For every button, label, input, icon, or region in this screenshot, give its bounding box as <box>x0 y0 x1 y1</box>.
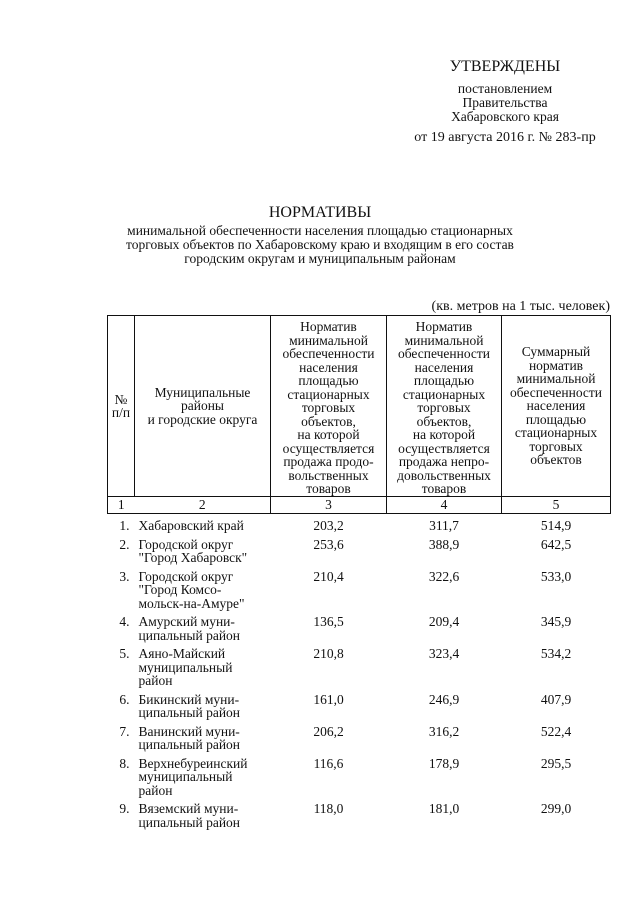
row-district: Городской округ "Город Хабаровск" <box>138 536 248 565</box>
table-row <box>108 752 611 798</box>
row-district: Хабаровский край <box>138 518 244 533</box>
row-nonfood-value: 246,9 <box>428 691 460 707</box>
row-district: Ванинский муни- ципальный район <box>138 723 241 752</box>
row-total-value: 522,4 <box>540 723 572 739</box>
row-district: Аяно-Майский муниципальный район <box>138 646 233 688</box>
row-nonfood-value: 316,2 <box>428 723 460 739</box>
table-row <box>108 688 611 720</box>
row-food-value: 116,6 <box>313 755 344 771</box>
header-food-norm: Норматив минимальной обеспеченности населения площадью стационарных торговых объектов, на которой осуществляется продажа продо- вольственных товаров <box>271 316 387 497</box>
header-nonfood-norm: Норматив минимальной обеспеченности населения площадью стационарных торговых объектов, на которой осуществляется продажа непро- довольственных товаров <box>387 316 502 497</box>
row-food-value: 206,2 <box>313 723 344 739</box>
table-row <box>108 642 611 688</box>
row-total-value: 533,0 <box>540 568 572 584</box>
row-food-value: 210,4 <box>313 568 344 584</box>
row-food-value: 210,8 <box>313 646 344 661</box>
row-total-value: 642,5 <box>540 536 572 552</box>
row-nonfood-value: 178,9 <box>428 755 460 771</box>
row-district: Вяземский муни- ципальный район <box>138 801 241 830</box>
row-number: 3. <box>119 568 130 584</box>
approval-line: Хабаровского края <box>451 109 559 124</box>
table-row <box>108 610 611 642</box>
header-number: № п/п <box>108 316 135 497</box>
header-district: Муниципальные районы и городские округа <box>135 316 271 497</box>
column-number: 4 <box>387 497 502 514</box>
table-row <box>108 720 611 752</box>
row-total-value: 534,2 <box>540 646 572 661</box>
row-number: 9. <box>119 801 130 816</box>
row-nonfood-value: 181,0 <box>428 801 460 816</box>
row-food-value: 118,0 <box>313 801 344 816</box>
norms-table <box>107 315 611 829</box>
row-number: 4. <box>119 614 130 629</box>
row-nonfood-value: 323,4 <box>428 646 460 661</box>
row-district: Городской округ "Город Комсо- мольск-на-Амуре" <box>138 568 245 611</box>
row-district: Бикинский муни- ципальный район <box>138 691 241 720</box>
row-number: 2. <box>119 536 130 552</box>
units-note: (кв. метров на 1 тыс. человек) <box>431 299 610 314</box>
column-number-row <box>108 497 611 514</box>
row-food-value: 136,5 <box>313 614 344 629</box>
row-food-value: 161,0 <box>313 691 344 707</box>
row-number: 1. <box>119 518 130 533</box>
approval-line: Правительства <box>462 95 548 110</box>
table-row <box>108 533 611 565</box>
table-header-row <box>108 316 611 497</box>
row-number: 7. <box>119 723 130 739</box>
row-number: 8. <box>119 755 130 771</box>
column-number: 5 <box>502 497 611 514</box>
row-total-value: 299,0 <box>540 801 572 816</box>
row-number: 6. <box>119 691 130 707</box>
row-district: Амурский муни- ципальный район <box>138 614 241 643</box>
approval-block <box>395 58 615 146</box>
row-nonfood-value: 311,7 <box>429 518 459 533</box>
row-total-value: 295,5 <box>540 755 572 771</box>
row-nonfood-value: 322,6 <box>428 568 460 584</box>
approval-heading: УТВЕРЖДЕНЫ <box>449 58 561 75</box>
row-food-value: 253,6 <box>313 536 344 552</box>
row-nonfood-value: 388,9 <box>428 536 460 552</box>
row-total-value: 514,9 <box>540 518 572 533</box>
column-number: 1 <box>108 497 135 514</box>
row-food-value: 203,2 <box>313 518 344 533</box>
header-total-norm: Суммарный норматив минимальной обеспеченности населения площадью стационарных торговых объектов <box>502 316 611 497</box>
column-number: 2 <box>135 497 271 514</box>
document-subtitle: минимальной обеспеченности населения площадью стационарных торговых объектов по Хабаровскому краю и входящим в его состав городским округам и муниципальным районам <box>126 223 514 266</box>
table-row <box>108 797 611 829</box>
row-number: 5. <box>119 646 130 661</box>
approval-date: от 19 августа 2016 г. № 283-пр <box>414 130 596 145</box>
document-title: НОРМАТИВЫ <box>268 204 372 221</box>
row-total-value: 345,9 <box>540 614 572 629</box>
row-total-value: 407,9 <box>540 691 572 707</box>
column-number: 3 <box>271 497 387 514</box>
approval-line: постановлением <box>457 81 553 96</box>
table-row <box>108 565 611 611</box>
row-nonfood-value: 209,4 <box>428 614 460 629</box>
row-district: Верхнебуреинский муниципальный район <box>138 755 248 798</box>
table-row <box>108 514 611 533</box>
